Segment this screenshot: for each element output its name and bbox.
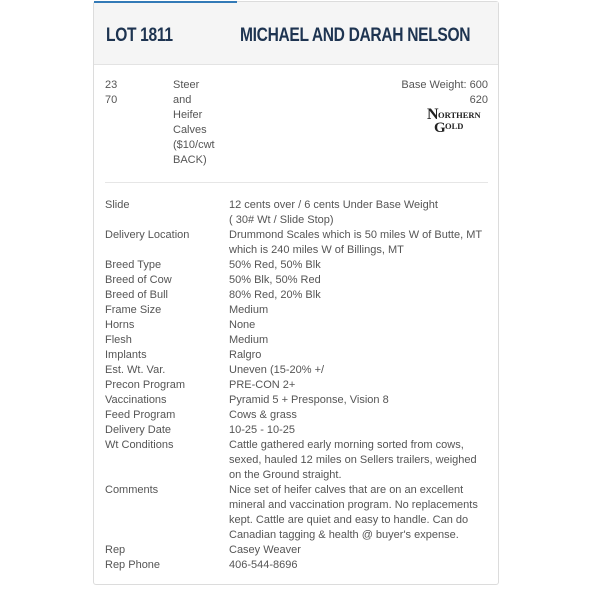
head-count: 23 [105, 79, 118, 91]
detail-row [94, 333, 498, 348]
detail-label: Breed of Cow [105, 274, 172, 286]
detail-row [94, 438, 498, 483]
detail-value-line: Drummond Scales which is 50 miles W of Butte, MT [229, 229, 483, 241]
svg-text:G: G [434, 120, 446, 133]
detail-row [94, 423, 498, 438]
detail-value [229, 543, 484, 558]
detail-row [94, 348, 498, 363]
detail-value [229, 483, 484, 543]
detail-value [229, 303, 484, 318]
lot-card [93, 1, 499, 585]
detail-value [229, 363, 484, 378]
detail-value-line: Medium [229, 334, 269, 346]
detail-value-line: 50% Blk, 50% Red [229, 274, 321, 286]
detail-label: Slide [105, 199, 130, 211]
detail-value [229, 393, 484, 408]
detail-row [94, 258, 498, 273]
northern-gold-logo [425, 107, 489, 133]
detail-label: Breed Type [105, 259, 162, 271]
detail-row [94, 363, 498, 378]
description-line: and [173, 94, 192, 106]
detail-label: Implants [105, 349, 147, 361]
detail-label: Precon Program [105, 379, 186, 391]
detail-value [229, 318, 484, 333]
detail-value-line: ( 30# Wt / Slide Stop) [229, 214, 334, 226]
section-divider [105, 182, 488, 183]
detail-label: Vaccinations [105, 394, 167, 406]
detail-label: Delivery Date [105, 424, 172, 436]
detail-value-line: Cows & grass [229, 409, 297, 421]
detail-value-line: which is 240 miles W of Billings, MT [229, 244, 404, 256]
detail-value [229, 228, 484, 258]
detail-value [229, 438, 484, 483]
detail-label: Breed of Bull [105, 289, 168, 301]
detail-value [229, 408, 484, 423]
detail-value [229, 198, 484, 228]
lot-description [173, 78, 233, 168]
detail-value [229, 378, 484, 393]
detail-row [94, 393, 498, 408]
detail-value-line: Medium [229, 304, 269, 316]
detail-row [94, 318, 498, 333]
description-line: Heifer [173, 109, 203, 121]
detail-value-line: 50% Red, 50% Blk [229, 259, 321, 271]
lot-header [94, 2, 498, 65]
detail-label: Rep Phone [105, 559, 161, 571]
detail-value-line: Pyramid 5 + Presponse, Vision 8 [229, 394, 389, 406]
detail-row [94, 288, 498, 303]
detail-value-line: mineral and vaccination program. No replacements [229, 499, 478, 511]
detail-value-line: kept. Cattle are quiet and easy to handle. Can do [229, 514, 469, 526]
detail-label: Frame Size [105, 304, 162, 316]
detail-value [229, 273, 484, 288]
detail-row [94, 558, 498, 573]
detail-label: Feed Program [105, 409, 176, 421]
detail-row [94, 273, 498, 288]
detail-value-line: None [229, 319, 256, 331]
description-line: BACK) [173, 154, 207, 166]
detail-row [94, 228, 498, 258]
header-accent-bar [94, 1, 237, 3]
lot-number: LOT 1811 [106, 25, 173, 46]
detail-value [229, 558, 484, 573]
detail-value-line: 80% Red, 20% Blk [229, 289, 321, 301]
svg-text:N: N [427, 107, 439, 123]
detail-row [94, 543, 498, 558]
detail-value [229, 333, 484, 348]
detail-value-line: 10-25 - 10-25 [229, 424, 296, 436]
detail-value-line: Uneven (15-20% +/ [229, 364, 325, 376]
detail-value [229, 423, 484, 438]
detail-value-line: sexed, hauled 12 miles on Sellers trailers, weighed [229, 454, 477, 466]
detail-row [94, 303, 498, 318]
detail-value-line: on the Ground straight. [229, 469, 342, 481]
logo-line1: ORTHERN [438, 110, 481, 120]
description-line: ($10/cwt [173, 139, 215, 151]
detail-value [229, 348, 484, 363]
detail-label: Est. Wt. Var. [105, 364, 166, 376]
description-line: Calves [173, 124, 207, 136]
detail-value-line: 12 cents over / 6 cents Under Base Weight [229, 199, 438, 211]
detail-row [94, 483, 498, 543]
detail-value-line: Nice set of heifer calves that are on an excellent [229, 484, 464, 496]
detail-value-line: Casey Weaver [229, 544, 301, 556]
detail-label: Horns [105, 319, 135, 331]
base-weight-secondary: 620 [469, 94, 488, 106]
detail-value-line: PRE-CON 2+ [229, 379, 296, 391]
logo-line2: OLD [445, 121, 464, 131]
detail-value [229, 258, 484, 273]
lot-summary [94, 65, 498, 182]
detail-value [229, 288, 484, 303]
lot-details [94, 198, 498, 573]
weight-value: 70 [105, 94, 118, 106]
detail-label: Flesh [105, 334, 132, 346]
base-weight: Base Weight: 600 [401, 79, 488, 91]
detail-row [94, 198, 498, 228]
detail-label: Delivery Location [105, 229, 190, 241]
detail-label: Rep [105, 544, 126, 556]
detail-row [94, 378, 498, 393]
detail-value-line: 406-544-8696 [229, 559, 298, 571]
detail-row [94, 408, 498, 423]
consignor-name: MICHAEL AND DARAH NELSON [240, 25, 471, 46]
detail-value-line: Ralgro [229, 349, 262, 361]
description-line: Steer [173, 79, 200, 91]
detail-label: Comments [105, 484, 159, 496]
detail-label: Wt Conditions [105, 439, 174, 451]
detail-value-line: Canadian tagging & health @ buyer's expense. [229, 529, 459, 541]
detail-value-line: Cattle gathered early morning sorted from cows, [229, 439, 464, 451]
